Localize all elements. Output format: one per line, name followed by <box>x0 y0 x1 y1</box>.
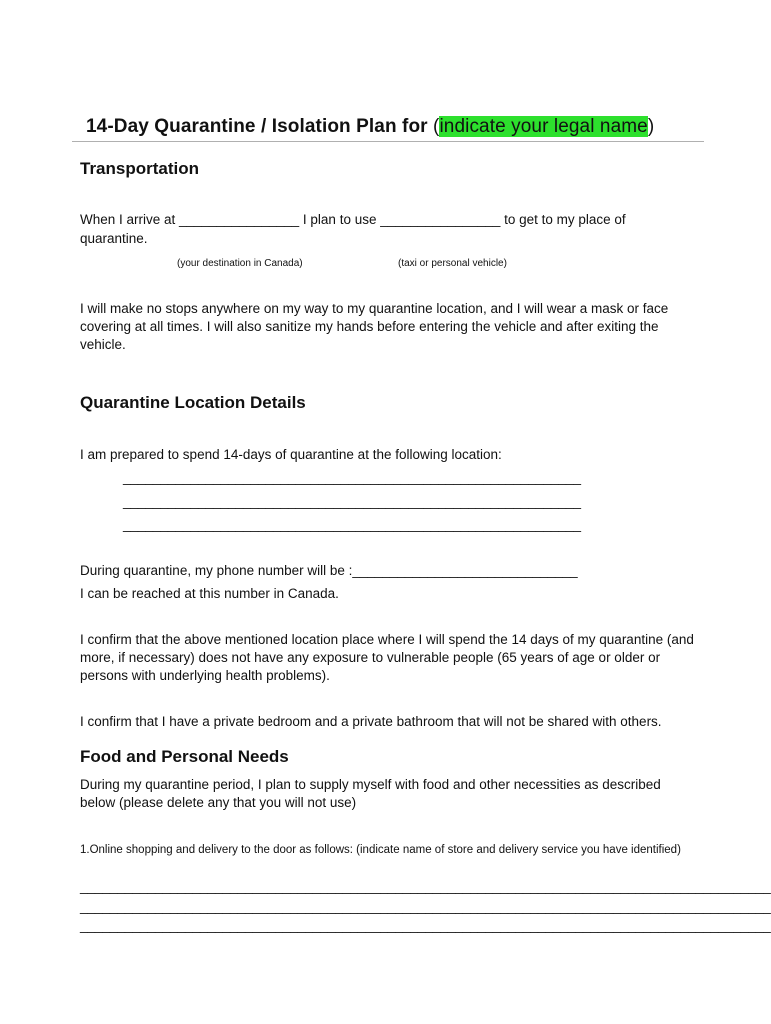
food-blank-line-3[interactable]: ____________________________________________________________________________________________ <box>80 918 771 933</box>
transportation-heading: Transportation <box>80 159 200 178</box>
phone-number-line[interactable]: During quarantine, my phone number will be :______________________________ <box>80 563 578 578</box>
location-prepared-text: I am prepared to spend 14-days of quarantine at the following location: <box>80 447 502 462</box>
food-blank-line-2[interactable]: ____________________________________________________________________________________________ <box>80 899 771 914</box>
location-blank-line-2[interactable]: _____________________________________________________________ <box>123 494 581 509</box>
document-title <box>86 116 654 138</box>
title-paren-close: ) <box>647 116 655 137</box>
arrival-sentence-line1[interactable]: When I arrive at ________________ I plan to use ________________ to get to my place of <box>80 212 626 227</box>
no-stops-paragraph: I will make no stops anywhere on my way to my quarantine location, and I will wear a mask or face covering at all times. I will also sanitize my hands before entering the vehicle and after exiting the vehicle. <box>80 301 669 352</box>
location-blank-line-3[interactable]: _____________________________________________________________ <box>123 517 581 532</box>
arrival-sentence-line2: quarantine. <box>80 231 148 246</box>
title-divider <box>72 141 704 142</box>
title-main: 14-Day Quarantine / Isolation Plan for <box>86 116 434 137</box>
title-paren-open: ( <box>433 116 440 137</box>
legal-name-placeholder[interactable]: indicate your legal name <box>439 116 648 137</box>
food-blank-line-1[interactable]: ____________________________________________________________________________________________ <box>80 879 771 894</box>
food-intro-paragraph: During my quarantine period, I plan to supply myself with food and other necessities as described below (please delete any that you will not use) <box>80 777 661 810</box>
confirm-exposure-paragraph: I confirm that the above mentioned location place where I will spend the 14 days of my quarantine (and more, if necessary) does not have any exposure to vulnerable people (65 years of age or older or persons with underlying health problems). <box>80 632 694 683</box>
location-blank-line-1[interactable]: _____________________________________________________________ <box>123 470 581 485</box>
food-heading: Food and Personal Needs <box>80 747 289 766</box>
location-heading: Quarantine Location Details <box>80 393 306 412</box>
food-item-1: 1.Online shopping and delivery to the door as follows: (indicate name of store and delivery service you have identified) <box>80 844 681 856</box>
reachable-text: I can be reached at this number in Canada. <box>80 586 339 601</box>
destination-hint: (your destination in Canada) <box>177 258 303 269</box>
vehicle-hint: (taxi or personal vehicle) <box>398 258 507 269</box>
confirm-private-paragraph: I confirm that I have a private bedroom and a private bathroom that will not be shared with others. <box>80 714 662 729</box>
